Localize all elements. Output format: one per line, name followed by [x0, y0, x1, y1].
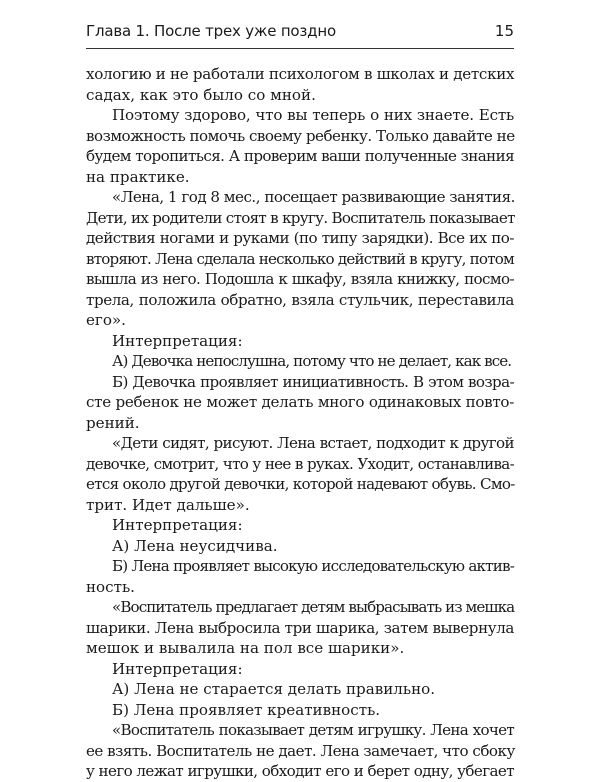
text-line: девочке, смотрит, что у нее в руках. Уходит, останавлива- — [86, 454, 514, 473]
text-line: вышла из него. Подошла к шкафу, взяла книжку, посмо- — [86, 270, 514, 288]
text-line: Б) Девочка проявляет инициативность. В этом возра- — [112, 372, 514, 391]
text-line: действия ногами и руками (по типу зарядки). Все их по- — [86, 229, 514, 247]
text-line: Дети, их родители стоят в кругу. Воспитатель показывает — [86, 208, 515, 227]
text-line: вторяют. Лена сделала несколько действий в кругу, потом — [86, 249, 514, 268]
page-number: 15 — [494, 22, 514, 40]
text-line: Поэтому здорово, что вы теперь о них знаете. Есть — [112, 106, 514, 124]
text-line: Б) Лена проявляет высокую исследовательскую актив- — [112, 557, 514, 575]
text-line: садах, как это было со мной. — [86, 85, 316, 104]
text-line: А) Девочка непослушна, потому что не делает, как все. — [112, 352, 512, 370]
body-text — [86, 64, 514, 782]
text-line: ность. — [86, 577, 135, 596]
text-line: у него лежат игрушки, обходит его и берет одну, убегает — [86, 762, 514, 780]
text-line: «Лена, 1 год 8 мес., посещает развивающие занятия. — [112, 188, 515, 206]
text-line: хологию и не работали психологом в школах и детских — [86, 65, 515, 83]
text-line: на практике. — [86, 167, 190, 186]
text-line: трит. Идет дальше». — [86, 495, 250, 514]
header-divider — [86, 48, 514, 49]
running-header — [86, 22, 514, 44]
text-line: Интерпретация: — [112, 516, 243, 534]
text-line: мешок и вывалила на пол все шарики». — [86, 639, 405, 657]
text-line: его». — [86, 311, 126, 329]
text-line: «Дети сидят, рисуют. Лена встает, подходит к другой — [112, 434, 514, 452]
text-line: трела, положила обратно, взяла стульчик, переставила — [86, 290, 514, 309]
text-line: ее взять. Воспитатель не дает. Лена замечает, что сбоку — [86, 741, 515, 760]
text-line: А) Лена не старается делать правильно. — [112, 680, 436, 698]
text-line: Интерпретация: — [112, 659, 243, 678]
text-line: ется около другой девочки, которой надевают обувь. Смо- — [86, 475, 515, 493]
text-line: Интерпретация: — [112, 331, 243, 350]
text-line: «Воспитатель предлагает детям выбрасывать из мешка — [112, 598, 515, 616]
text-line: будем торопиться. А проверим ваши полученные знания — [86, 147, 514, 165]
text-line: «Воспитатель показывает детям игрушку. Лена хочет — [112, 721, 514, 739]
text-line: возможность помочь своему ребенку. Только давайте не — [86, 126, 515, 145]
text-line: сте ребенок не может делать много одинаковых повто- — [86, 393, 514, 411]
text-line: рений. — [86, 413, 140, 432]
chapter-title: Глава 1. После трех уже поздно — [86, 22, 336, 40]
text-line: Б) Лена проявляет креативность. — [112, 700, 381, 719]
text-line: А) Лена неусидчива. — [112, 536, 278, 555]
text-line: шарики. Лена выбросила три шарика, затем вывернула — [86, 618, 514, 637]
